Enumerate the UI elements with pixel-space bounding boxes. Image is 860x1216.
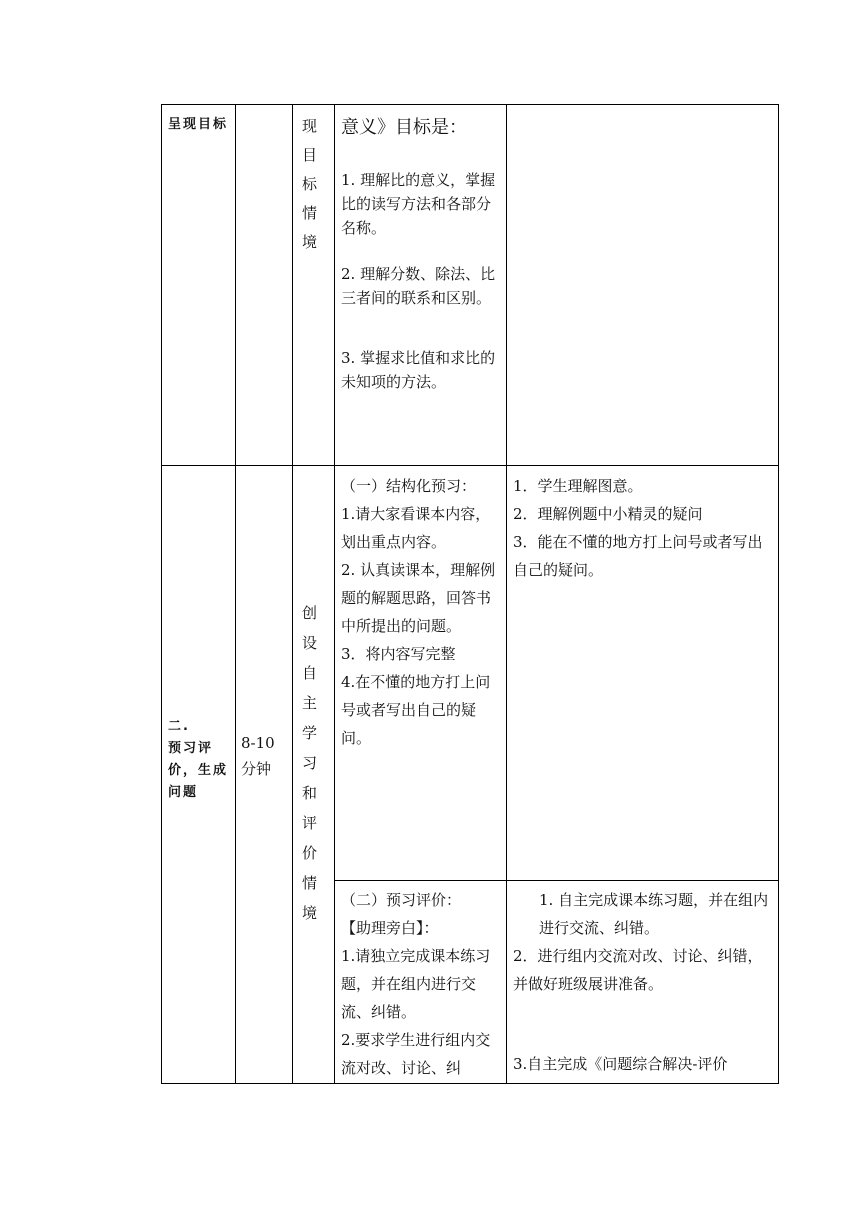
objective-item: 3. 掌握求比值和求比的未知项的方法。 (341, 349, 496, 391)
stage-line: 预习评 (168, 741, 214, 756)
stage-line: 价，生成 (168, 763, 229, 778)
preview-item: 4.在不懂的地方打上问号或者写出自己的疑问。 (341, 673, 491, 747)
teacher-title: 意义》目标是： (341, 117, 467, 138)
scenario-label: 现目标情境 (302, 117, 318, 251)
scenario-cell-1 (302, 112, 320, 257)
teacher-cell-2b (341, 886, 503, 1082)
table-subrow-divider (334, 880, 779, 881)
evaluation-item: 1.请独立完成课本练习题，并在组内进行交流、纠错。 (341, 947, 491, 1021)
table-border-right (778, 104, 779, 1084)
objective-item: 1. 理解比的意义，掌握比的读写方法和各部分名称。 (341, 171, 496, 237)
table-divider-1 (235, 104, 236, 1084)
table-divider-3 (334, 104, 335, 1084)
table-divider-2 (292, 104, 293, 1084)
preview-item: 2. 认真读课本，理解例题的解题思路，回答书中所提出的问题。 (341, 561, 496, 635)
evaluation-subtitle: 【助理旁白】： (341, 919, 439, 937)
evaluation-title: （二）预习评价： (341, 891, 462, 909)
teacher-cell-2a (341, 472, 503, 752)
stage-cell (168, 114, 232, 136)
student-item: 2．理解例题中小精灵的疑问 (513, 505, 703, 523)
student-item: 2．进行组内交流对改、讨论、纠错，并做好班级展讲准备。 (513, 947, 763, 993)
table-border-left (161, 104, 162, 1084)
student-item: 1. 自主完成课本练习题，并在组内进行交流、纠错。 (539, 891, 769, 937)
table-border-bottom (161, 1083, 779, 1084)
preview-title: （一）结构化预习： (341, 477, 477, 495)
evaluation-item: 2.要求学生进行组内交流对改、讨论、纠 (341, 1031, 491, 1077)
stage-line: 二. (168, 719, 190, 734)
scenario-label-2: 创设自主学习和评价情境 (302, 604, 318, 922)
table-border-top (161, 104, 779, 105)
student-cell-2b (513, 886, 775, 1078)
objective-item: 2. 理解分数、除法、比三者间的联系和区别。 (341, 265, 496, 307)
student-cell-2a (513, 472, 775, 584)
table-divider-4 (506, 104, 507, 1084)
preview-item: 3．将内容写完整 (341, 645, 456, 663)
teacher-cell-1 (341, 116, 501, 394)
student-item: 3．能在不懂的地方打上问号或者写出自己的疑问。 (513, 533, 763, 579)
scenario-cell-2 (302, 598, 320, 928)
stage-line: 问题 (168, 785, 199, 800)
student-item: 3.自主完成《问题综合解决-评价 (513, 1055, 728, 1073)
student-item: 1．学生理解图意。 (513, 477, 643, 495)
stage-label: 呈现目标 (168, 117, 229, 132)
time-cell (241, 730, 289, 782)
preview-item: 1.请大家看课本内容，划出重点内容。 (341, 505, 491, 551)
stage-cell-2 (168, 716, 234, 804)
time-label: 8-10分钟 (241, 734, 275, 778)
table-row-divider (161, 465, 779, 466)
